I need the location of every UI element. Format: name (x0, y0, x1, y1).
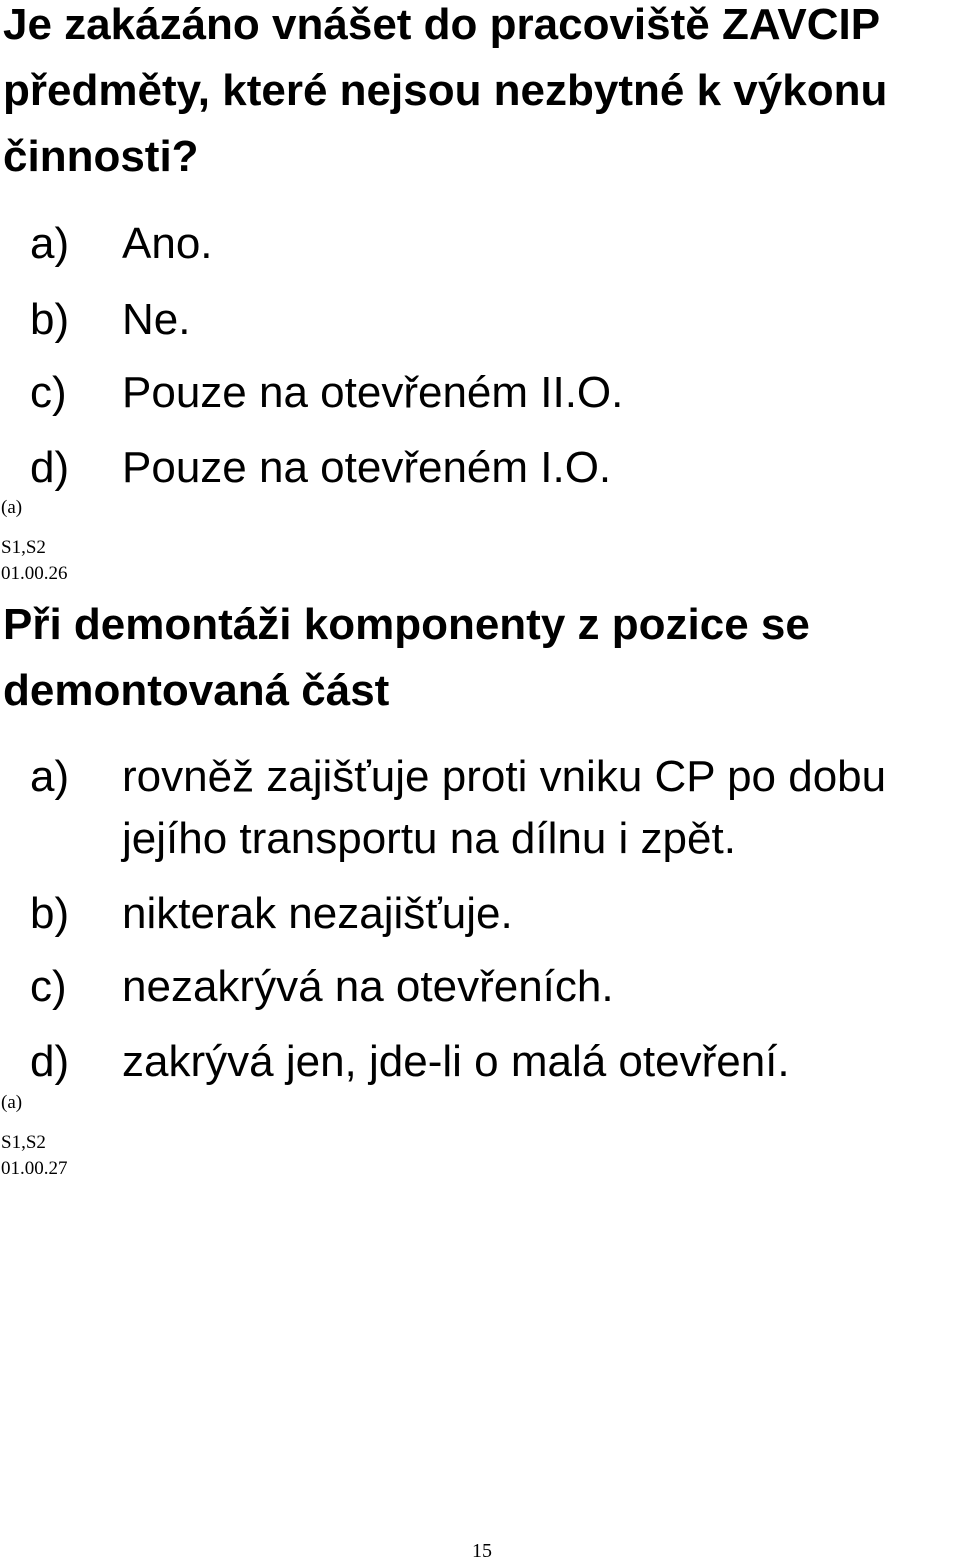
answer-letter: c) (30, 368, 67, 417)
question-2-text: Při demontáži komponenty z pozice se demontovaná část (3, 600, 810, 715)
answer-letter: a) (30, 219, 70, 268)
answer-letter: d) (30, 443, 70, 492)
answer-letter: a) (30, 752, 70, 801)
answer-text: Pouze na otevřeném I.O. (122, 443, 612, 492)
answer-text: nezakrývá na otevřeních. (122, 962, 614, 1011)
answer-letter: c) (30, 962, 67, 1011)
answer-letter: d) (30, 1037, 70, 1086)
answer-text: Ano. (122, 219, 213, 268)
question-2-code: 01.00.27 (1, 1158, 68, 1179)
question-1-code: 01.00.26 (1, 563, 68, 584)
answer-text: Pouze na otevřeném II.O. (122, 368, 624, 417)
answer-text: zakrývá jen, jde-li o malá otevření. (122, 1037, 790, 1086)
question-2-correct-answer: (a) (1, 1092, 23, 1113)
answer-text: rovněž zajišťuje proti vniku CP po dobu jejího transportu na dílnu i zpět. (122, 752, 887, 863)
answer-letter: b) (30, 295, 70, 344)
question-1-category: S1,S2 (1, 537, 46, 558)
question-2-category: S1,S2 (1, 1132, 46, 1153)
page-number: 15 (472, 1540, 492, 1562)
question-1-text: Je zakázáno vnášet do pracoviště ZAVCIP předměty, které nejsou nezbytné k výkonu činnosti? (3, 0, 888, 181)
answer-letter: b) (30, 889, 70, 938)
question-1-correct-answer: (a) (1, 497, 23, 518)
answer-text: nikterak nezajišťuje. (122, 889, 513, 938)
answer-text: Ne. (122, 295, 191, 344)
